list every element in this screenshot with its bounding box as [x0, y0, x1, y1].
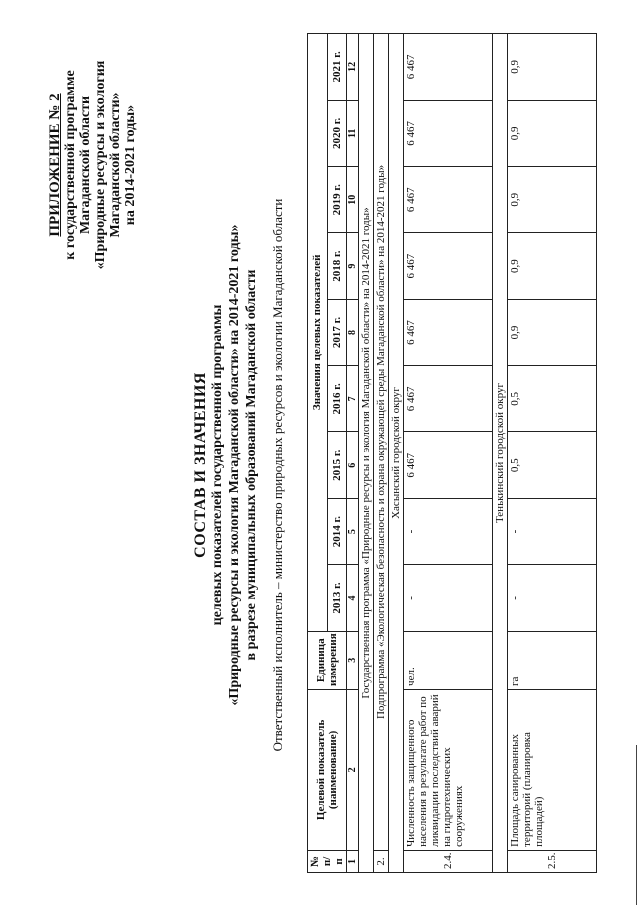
column-number: 4: [347, 565, 359, 631]
header-row: [308, 34, 328, 873]
header-year: 2014 г.: [327, 498, 347, 564]
row-value: 0,9: [508, 100, 597, 166]
column-number: 2: [347, 689, 359, 850]
appendix-header: [48, 25, 138, 305]
title-line: СОСТАВ И ЗНАЧЕНИЯ: [192, 372, 209, 558]
appendix-number: ПРИЛОЖЕНИЕ № 2: [47, 93, 63, 237]
header-year: 2016 г.: [327, 366, 347, 432]
appendix-line: на 2014-2021 годы»: [123, 104, 138, 226]
program-name: Государственная программа «Природные ресурсы и экология Магаданской области» на 2014-2021 годы»: [359, 34, 374, 873]
appendix-line: Магаданской области»: [108, 92, 123, 238]
municipality-name: Хасынский городской округ: [389, 34, 404, 873]
subprogram-row: [374, 34, 389, 873]
row-value: 6 467: [404, 167, 493, 233]
row-value: 0,9: [508, 167, 597, 233]
row-value: 6 467: [404, 34, 493, 101]
row-value: -: [508, 498, 597, 564]
table-row: [404, 34, 493, 873]
row-unit: га: [508, 631, 597, 689]
header-year: 2017 г.: [327, 299, 347, 365]
column-number: 11: [347, 100, 359, 166]
row-value: 6 467: [404, 100, 493, 166]
row-value: 0,9: [508, 34, 597, 101]
row-value: -: [508, 565, 597, 631]
column-number: 6: [347, 432, 359, 498]
subprogram-name: Подпрограмма «Экологическая безопасность и охрана окружающей среды Магаданской области» на 2014-2021 годы»: [374, 34, 389, 851]
header-indicator: Целевой показатель (наименование): [308, 689, 347, 850]
column-number: 10: [347, 167, 359, 233]
row-indicator: Площадь санированных территорий (планировка площадей): [508, 689, 597, 850]
row-value: -: [404, 565, 493, 631]
municipality-row: [493, 34, 508, 873]
appendix-line: Магаданской области: [78, 95, 93, 235]
title-line: «Природные ресурсы и экология Магаданской области» на 2014-2021 годы»: [227, 224, 242, 706]
column-number: 12: [347, 34, 359, 101]
appendix-line: к государственной программе: [63, 70, 78, 260]
title-line: целевых показателей государственной программы: [210, 304, 225, 626]
header-values-group: Значения целевых показателей: [308, 34, 328, 632]
table-row: [508, 34, 597, 873]
responsible-executor: Ответственный исполнитель – министерство природных ресурсов и экологии Магаданской области: [270, 198, 285, 752]
header-year: 2018 г.: [327, 233, 347, 299]
title-line: в разрезе муниципальных образований Магаданской области: [244, 269, 259, 661]
program-row: [359, 34, 374, 873]
header-year: 2015 г.: [327, 432, 347, 498]
header-year: 2013 г.: [327, 565, 347, 631]
column-number-row: [347, 34, 359, 873]
row-unit: чел.: [404, 631, 493, 689]
municipality-name: Тенькинский городской округ: [493, 34, 508, 873]
row-value: 6 467: [404, 299, 493, 365]
header-year: 2019 г.: [327, 167, 347, 233]
header-year: 2020 г.: [327, 100, 347, 166]
row-value: 0,5: [508, 432, 597, 498]
row-num: 2.4.: [404, 850, 493, 872]
header-num: № п/п: [308, 850, 347, 872]
row-indicator: Численность защищенного населения в результате работ по ликвидации последствий аварий на гидротехнических сооружениях: [404, 689, 493, 850]
row-value: 0,5: [508, 366, 597, 432]
appendix-line: «Природные ресурсы и экология: [93, 60, 108, 270]
header-year: 2021 г.: [327, 34, 347, 101]
footnote-divider: [636, 745, 637, 905]
row-value: 6 467: [404, 432, 493, 498]
header-unit: Единица измерения: [308, 631, 347, 689]
row-value: 0,9: [508, 233, 597, 299]
indicators-table: [307, 33, 597, 873]
column-number: 7: [347, 366, 359, 432]
column-number: 9: [347, 233, 359, 299]
subprogram-num: 2.: [374, 850, 389, 872]
row-value: 6 467: [404, 233, 493, 299]
row-value: 0,9: [508, 299, 597, 365]
municipality-row: [389, 34, 404, 873]
row-value: 6 467: [404, 366, 493, 432]
column-number: 3: [347, 631, 359, 689]
row-num: 2.5.: [508, 850, 597, 872]
column-number: 1: [347, 850, 359, 872]
column-number: 5: [347, 498, 359, 564]
row-value: -: [404, 498, 493, 564]
column-number: 8: [347, 299, 359, 365]
document-title: [192, 115, 260, 815]
